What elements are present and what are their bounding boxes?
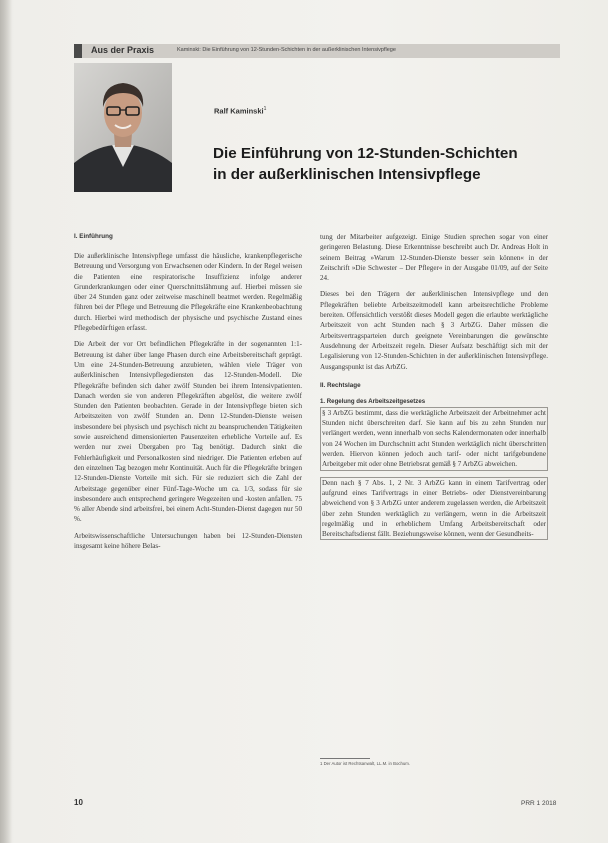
highlighted-paragraph: § 3 ArbZG bestimmt, dass die werktägliche Arbeitszeit der Arbeitnehmer acht Stunden nicht überschreiten darf. Sie kann auf bis zu zehn Stunden nur verlängert werden, wenn innerhalb von sechs Kalendermonaten oder innerhalb von 24 Wochen im Durchschnitt acht Stunden werktäglich nicht überschritten werden. Hiervon können jedoch auch tarif- oder nicht tarifgebundene Arbeitgeber mit oder ohne Betriebsrat gemäß § 7 ArbZG abweichen. xyxy=(320,407,548,471)
paragraph: Die Arbeit der vor Ort befindlichen Pflegekräfte in der sogenannten 1:1-Betreuung ist daher über lange Phasen durch eine Arbeitsbereitschaft geprägt. Um eine 24-Stunden-Betreuung anzubieten, wählen viele Träger von außerklinischen Intensivpflegediensten das 12-Stunden-Modell. Die Pflegekräfte befinden sich daher zwölf Stunden bei ihrem Intensivpatienten. Danach werden sie von anderen Pflegekräften abgelöst, die weitere zwölf Stunden den Patienten beobachten. Gerade in der Intensivpflege bieten sich Arbeitszeiten von zwölf Stunden an. Denn 12-Stunden-Dienste weisen insbesondere bei physisch und psychisch nicht zu beanspruchenden Tätigkeiten sowie ausreichend dimensionierten Pausenzeiten erhebliche Vorteile auf. Es werden nur zwei Übergaben pro Tag benötigt. Dadurch sinkt die Fehlerhäufigkeit und Personalkosten sind niedriger. Die Patienten erleben auf den einzelnen Tag bezogen mehr Kontinuität. Auch für die Pflegekräfte bringen 12-Stunden-Dienste Vorteile mit sich. Für sie reduziert sich die Zahl der Arbeitstage gegenüber einer Fünf-Tage-Woche um ca. 1/3, sodass für sie insbesondere auch entsprechend geringere Wegezeiten und -kosten anfallen. 75 % aller Abende sind arbeitsfrei, bei einem Acht-Stunden-Dienst dagegen nur 50 %. xyxy=(74,340,302,524)
paragraph: Arbeitswissenschaftliche Untersuchungen haben bei 12-Stunden-Diensten insgesamt keine höhere Belas- xyxy=(74,531,302,551)
footnote: 1 Der Autor ist Rechtsanwalt, LL.M. in Bochum. xyxy=(320,761,411,766)
section-label: Aus der Praxis xyxy=(91,45,155,55)
header-marker xyxy=(74,44,82,58)
highlighted-paragraph: Denn nach § 7 Abs. 1, 2 Nr. 3 ArbZG kann in einem Tarifvertrag oder aufgrund eines Tarifvertrags in einer Betriebs- oder Dienstvereinbarung abweichend von § 3 ArbZG unter anderem zugelassen werden, die Arbeitszeit über zehn Stunden werktäglich zu verlängern, wenn in die Arbeitszeit regelmäßig und in erheblichem Umfang Arbeitsbereitschaft oder Bereitschaftsdienst fällt. Beziehungsweise können, wenn der Gesundheits- xyxy=(320,477,548,541)
journal-issue: PRR 1 2018 xyxy=(521,800,557,807)
page-number: 10 xyxy=(74,798,83,807)
subsection-heading: 1. Regelung des Arbeitszeitgesetzes xyxy=(320,397,426,405)
article-title-line1: Die Einführung von 12-Stunden-Schichten xyxy=(213,145,518,162)
article-title xyxy=(213,143,573,185)
running-title: Kaminski: Die Einführung von 12-Stunden-Schichten in der außerklinischen Intensivpflege xyxy=(177,47,396,53)
article-title-line2: in der außerklinischen Intensivpflege xyxy=(213,166,481,183)
right-column xyxy=(320,232,548,540)
paragraph: tung der Mitarbeiter aufgezeigt. Einige Studien sprechen sogar von einer geringeren Belastung. Diese Erkenntnisse beschreibt auch Dr. Andreas Holt in seinem Beitrag »Warum 12-Stunden-Dienste besser sein können« in der Zeitschrift »Die Schwester – Der Pfleger« in der Ausgabe 01/09, auf der Seite 24. xyxy=(320,233,548,283)
footnote-rule xyxy=(320,758,370,759)
binding-shadow xyxy=(0,0,12,843)
section-heading-legal-situation: II. Rechtslage xyxy=(320,381,361,389)
section-heading-introduction: I. Einführung xyxy=(74,233,113,240)
left-column xyxy=(74,232,302,551)
author-photo xyxy=(74,63,172,192)
paragraph: Die außerklinische Intensivpflege umfasst die häusliche, krankenpflegerische Betreuung und Versorgung von Erwachsenen oder Kindern. In der Regel weisen die Patienten eine respiratorische Insuffizienz infolge anderer Grunderkrankungen oder einer Querschnittslähmung auf. Hierbei müssen sie über 24 Stunden ganz oder zeitweise maschinell beatmet werden. Regelmäßig führen bei der Pflege und Betreuung die Pflegekräfte eine Krankenbeobachtung durch. Hierbei wird methodisch der physische und psychische Zustand eines Pflegebedürftigen erfasst. xyxy=(74,252,302,333)
paragraph: Dieses bei den Trägern der außerklinischen Intensivpflege und den Pflegekräften beliebte Arbeitszeitmodell kann arbeitsrechtliche Probleme bereiten. Offensichtlich verstößt dieses Modell gegen die erlaubte werktägliche Arbeitszeit von acht Stunden nach § 3 ArbZG. Daher müssen die Arbeitsvertragsparteien durch geeignete Vereinbarungen die gewünschte Ausdehnung der Arbeitszeit regeln. Dieser Aufsatz beschäftigt sich mit der Legalisierung von 12-Stunden-Schichten in der außerklinischen Intensivpflege. Ausgangspunkt ist das ArbZG. xyxy=(320,290,548,371)
author-name: Ralf Kaminski$^1$ xyxy=(214,106,267,116)
